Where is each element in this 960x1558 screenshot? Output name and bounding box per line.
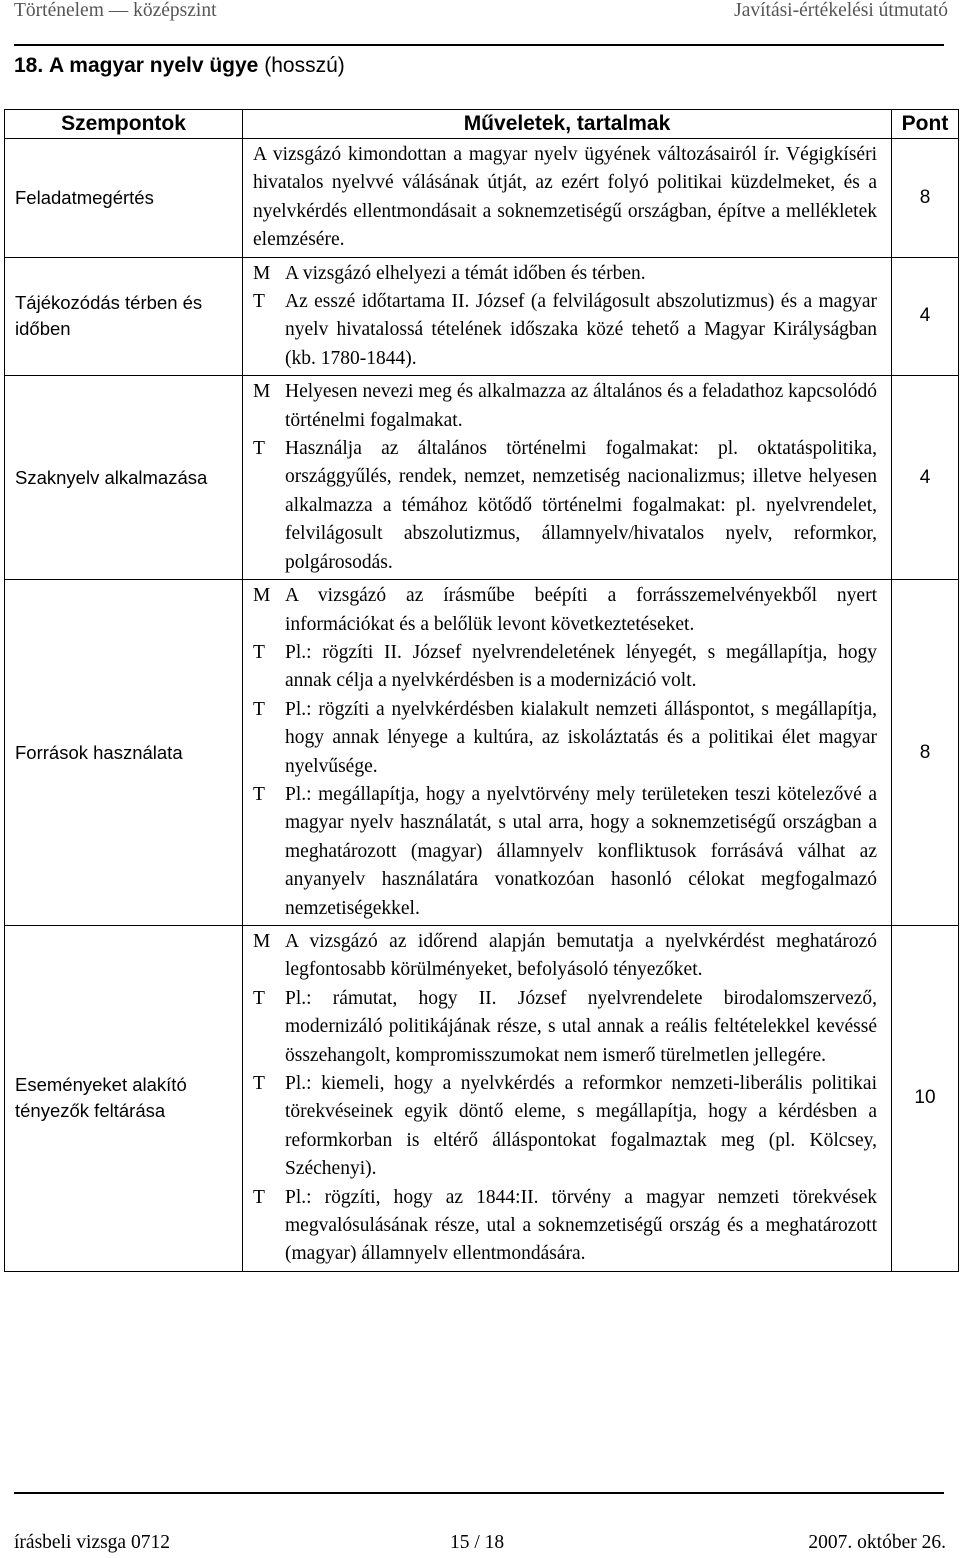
- table-row: [5, 139, 959, 258]
- section-number: 18.: [14, 54, 44, 77]
- item-text: Pl.: rögzíti, hogy az 1844:II. törvény a magyar nemzeti törekvések megvalósulásának része, utal a soknemzetiségű ország és a meghatározott (magyar) államnyelv ellentmondására.: [285, 1186, 877, 1265]
- item-marker: T: [253, 438, 265, 460]
- item-marker: T: [253, 783, 265, 805]
- item-marker: T: [253, 291, 265, 313]
- item-marker: T: [253, 1073, 265, 1094]
- item-marker: T: [253, 1186, 265, 1208]
- scoring-table: [4, 109, 959, 1272]
- table-body: [5, 139, 959, 1272]
- points-cell: 4: [892, 376, 959, 580]
- item-text: Helyesen nevezi meg és alkalmazza az általános és a feladathoz kapcsolódó történelmi fogalmakat.: [285, 381, 877, 431]
- table-header-row: [5, 110, 959, 139]
- section-qualifier: (hosszú): [264, 54, 345, 77]
- item-marker: M: [253, 381, 271, 403]
- footer-page-number: 15 / 18: [450, 1532, 505, 1553]
- item-text: Pl.: rögzíti a nyelvkérdésben kialakult nemzeti álláspontot, s megállapítja, hogy annak lényege a kultúra, az iskoláztatás és a politikai élet magyar nyelvűsége.: [285, 698, 877, 777]
- column-header-points: Pont: [892, 110, 959, 139]
- content-item: [253, 1070, 877, 1184]
- table-row: [5, 580, 959, 926]
- content-cell: [243, 257, 892, 376]
- content-item: [253, 260, 877, 288]
- footer-date: 2007. október 26.: [808, 1532, 946, 1553]
- content-item: [253, 1184, 877, 1269]
- content-item: [253, 639, 877, 696]
- section-title: [14, 54, 345, 78]
- criterion-cell: Tájékozódás térben és időben: [5, 257, 243, 376]
- item-marker: M: [253, 262, 271, 284]
- item-text: A vizsgázó elhelyezi a témát időben és térben.: [285, 262, 646, 284]
- item-marker: T: [253, 987, 265, 1009]
- content-item: [253, 435, 877, 577]
- column-header-criteria: Szempontok: [5, 110, 243, 139]
- points-cell: 8: [892, 139, 959, 258]
- table-row: [5, 925, 959, 1271]
- points-cell: 4: [892, 257, 959, 376]
- content-text: A vizsgázó kimondottan a magyar nyelv ügyének változásairól ír. Végigkíséri hivatalos nyelvvé válásának útját, az ezért folyó politikai küzdelmeket, és a nyelvkérdés ellentmondásait a soknemzetiségű országban, építve a mellékletek elemzésére.: [253, 144, 877, 251]
- item-text: A vizsgázó az írásműbe beépíti a forrásszemelvényekből nyert információkat és a belőlük levont következtetéseket.: [285, 585, 877, 635]
- content-item: [253, 378, 877, 435]
- criterion-cell: Eseményeket alakító tényezők feltárása: [5, 925, 243, 1271]
- table-row: [5, 376, 959, 580]
- points-cell: 10: [892, 925, 959, 1271]
- content-item: [253, 582, 877, 639]
- content-cell: [243, 580, 892, 926]
- content-item: [253, 781, 877, 923]
- header-subject: Történelem — középszint: [14, 0, 217, 21]
- footer-divider: [14, 1492, 944, 1494]
- item-text: Pl.: kiemeli, hogy a nyelvkérdés a reformkor nemzeti-liberális politikai törekvéseinek egyik döntő eleme, s megállapítja, hogy a kérdésben a reformkorban is eltérő álláspontokat fogalmaztak meg (pl. Kölcsey, Széchenyi).: [285, 1073, 877, 1180]
- criterion-cell: Szaknyelv alkalmazása: [5, 376, 243, 580]
- item-marker: T: [253, 641, 265, 663]
- content-cell: [243, 925, 892, 1271]
- section-name: A magyar nyelv ügye: [49, 54, 259, 77]
- footer-exam-code: írásbeli vizsga 0712: [14, 1532, 170, 1553]
- item-text: Használja az általános történelmi fogalmakat: pl. oktatáspolitika, országgyűlés, rendek, nemzet, nemzetiség nacionalizmus; illetve helyesen alkalmazza a témához kötődő történelmi fogalmakat: pl. nyelvrendelet, felvilágosult abszolutizmus, államnyelv/hivatalos nyelv, reformkor, polgárosodás.: [285, 438, 877, 573]
- content-item: [253, 288, 877, 373]
- item-text: Az esszé időtartama II. József (a felvilágosult abszolutizmus) és a magyar nyelv hivatalossá tételének időszaka közé tehető a Magyar Királyságban (kb. 1780-1844).: [285, 291, 877, 369]
- content-cell: [243, 139, 892, 258]
- header-guide-title: Javítási-értékelési útmutató: [734, 0, 948, 21]
- content-item: [253, 928, 877, 985]
- item-text: Pl.: rögzíti II. József nyelvrendeletének lényegét, s megállapítja, hogy annak célja a nyelvkérdésben is a modernizáció volt.: [285, 641, 877, 692]
- item-marker: T: [253, 698, 265, 720]
- header-divider: [14, 44, 944, 46]
- criterion-cell: Feladatmegértés: [5, 139, 243, 258]
- column-header-content: Műveletek, tartalmak: [243, 110, 892, 139]
- item-marker: M: [253, 585, 271, 607]
- content-cell: [243, 376, 892, 580]
- table-row: [5, 257, 959, 376]
- points-cell: 8: [892, 580, 959, 926]
- item-text: A vizsgázó az időrend alapján bemutatja a nyelvkérdést meghatározó legfontosabb körülményeket, befolyásoló tényezőket.: [285, 930, 877, 981]
- criterion-cell: Források használata: [5, 580, 243, 926]
- item-text: Pl.: rámutat, hogy II. József nyelvrendelete birodalomszervező, modernizáló politikájának része, s utal annak a reális feltételekkel kevéssé összehangolt, kompromisszumokat nem ismerő türelmetlen jellegére.: [285, 987, 877, 1066]
- item-marker: M: [253, 930, 271, 952]
- content-item: [253, 985, 877, 1070]
- item-text: Pl.: megállapítja, hogy a nyelvtörvény mely területeken teszi kötelezővé a magyar nyelv használatát, s utal arra, hogy a soknemzetiségű országban a meghatározott (magyar) államnyelv konfliktusok forrásává válhat az anyanyelv használatára vonatkozóan hasonló célokat megfogalmazó nemzetiségekkel.: [285, 783, 877, 919]
- content-item: [253, 696, 877, 781]
